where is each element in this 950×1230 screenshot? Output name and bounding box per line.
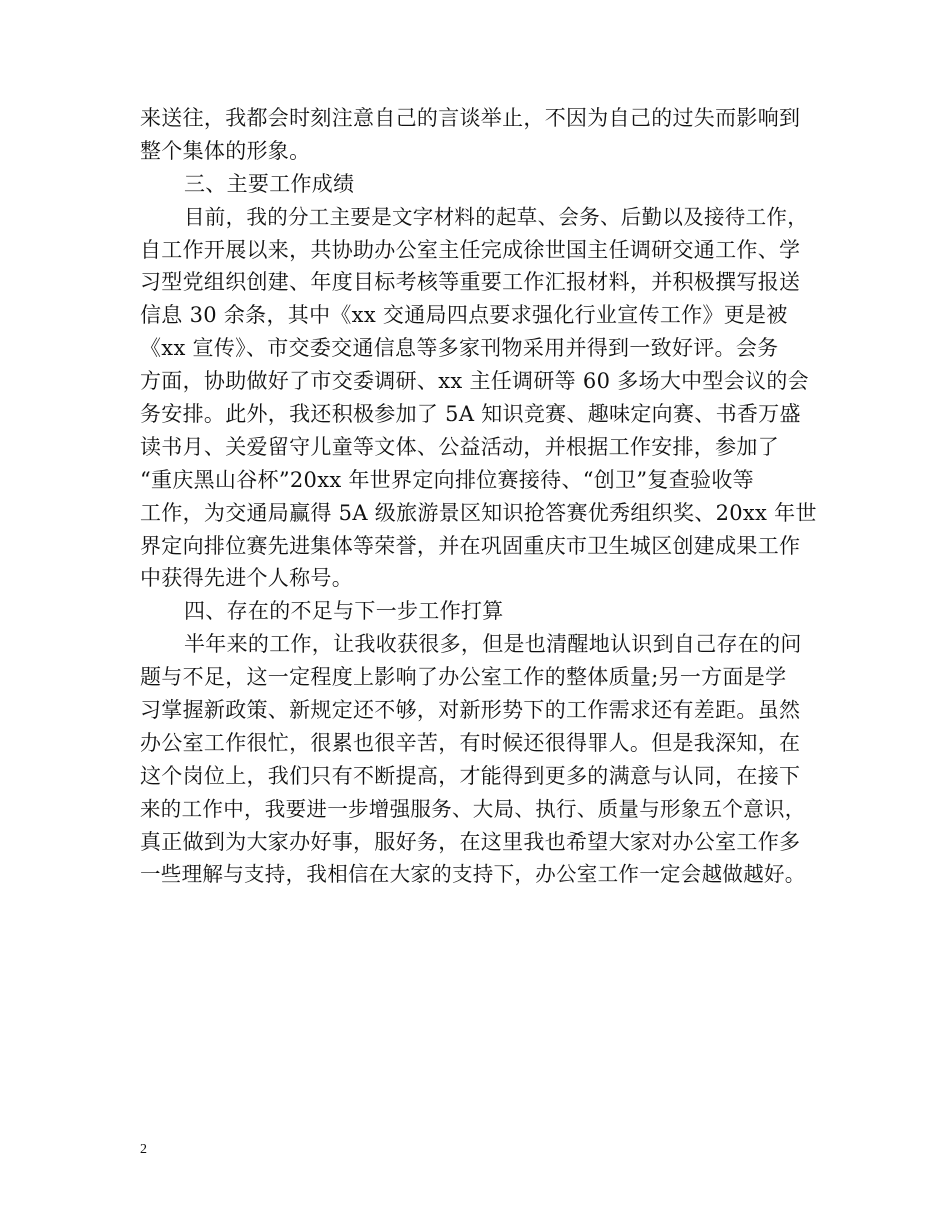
text-line: 中获得先进个人称号。 <box>140 566 353 591</box>
text-line: 习型党组织创建、年度目标考核等重要工作汇报材料，并积极撰写报送 <box>140 270 801 295</box>
text-line: “重庆黑山谷杯”20xx 年世界定向排位赛接待、“创卫”复查验收等 <box>140 467 754 492</box>
text-line: 信息 30 余条，其中《xx 交通局四点要求强化行业宣传工作》更是被 <box>140 303 788 328</box>
text-line: 来送往，我都会时刻注意自己的言谈举止，不因为自己的过失而影响到 <box>140 106 801 130</box>
text-line: 界定向排位赛先进集体等荣誉，并在巩固重庆市卫生城区创建成果工作 <box>140 533 801 558</box>
text-line: 务安排。此外，我还积极参加了 5A 知识竞赛、趣味定向赛、书香万盛 <box>140 402 801 427</box>
text-line: 习掌握新政策、新规定还不够，对新形势下的工作需求还有差距。虽然 <box>140 698 801 723</box>
section-heading: 三、主要工作成绩 <box>184 171 355 196</box>
text-line: 方面，协助做好了市交委调研、xx 主任调研等 60 多场大中型会议的会 <box>140 369 809 394</box>
text-line: 来的工作中，我要进一步增强服务、大局、执行、质量与形象五个意识， <box>140 796 806 821</box>
text-line: 自工作开展以来，共协助办公室主任完成徐世国主任调研交通工作、学 <box>140 237 801 262</box>
document-body <box>140 102 820 891</box>
text-line: 《xx 宣传》、市交委交通信息等多家刊物采用并得到一致好评。会务 <box>140 336 779 361</box>
paragraph-first-line: 半年来的工作，让我收获很多，但是也清醒地认识到自己存在的问 <box>184 632 802 657</box>
text-line: 整个集体的形象。 <box>140 138 311 163</box>
text-line: 办公室工作很忙，很累也很辛苦，有时候还很得罪人。但是我深知，在 <box>140 730 801 755</box>
text-line: 读书月、关爱留守儿童等文体、公益活动，并根据工作安排，参加了 <box>140 434 779 459</box>
text-line: 工作，为交通局赢得 5A 级旅游景区知识抢答赛优秀组织奖、20xx 年世 <box>140 500 817 525</box>
text-line: 这个岗位上，我们只有不断提高，才能得到更多的满意与认同，在接下 <box>140 763 801 788</box>
section-heading: 四、存在的不足与下一步工作打算 <box>184 599 504 624</box>
page-number: 2 <box>140 1142 147 1157</box>
paragraph-first-line: 目前，我的分工主要是文字材料的起草、会务、后勤以及接待工作， <box>184 204 808 229</box>
text-line: 题与不足，这一定程度上影响了办公室工作的整体质量;另一方面是学 <box>140 665 787 690</box>
text-line: 真正做到为大家办好事，服好务，在这里我也希望大家对办公室工作多 <box>140 829 801 854</box>
text-line: 一些理解与支持，我相信在大家的支持下，办公室工作一定会越做越好。 <box>140 862 806 887</box>
